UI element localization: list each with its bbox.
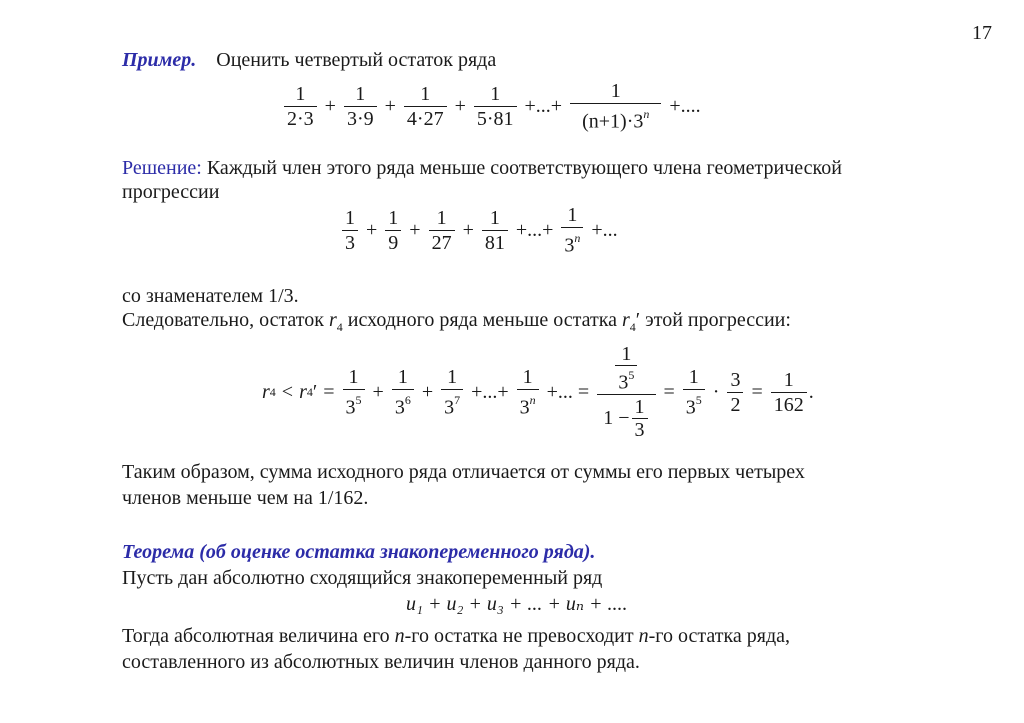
- solution-label: Решение:: [122, 157, 202, 179]
- conclusion-line-2: членов меньше чем на 1/162.: [122, 487, 369, 509]
- series-formula: $\frac{1}{2\cdot 3}$ + $\frac{1}{3\cdot 9}$ + $\frac{1}{4\cdot 27}$ + $\frac{1}{5\cdot 81}$ +...+ $\frac{1}{(n+1)\cdot 3^n}$ +....: [282, 80, 707, 133]
- conclusion-line-1: Таким образом, сумма исходного ряда отличается от суммы его первых четырех: [122, 461, 805, 483]
- geometric-series-formula: $\frac{1}{3}$ + $\frac{1}{9}$ + $\frac{1}{27}$ + $\frac{1}{81}$ +...+ $\frac{1}{3^n}$ +...: [340, 204, 624, 257]
- theorem-line-3: составленного из абсолютных величин членов данного ряда.: [122, 651, 640, 673]
- solution-line-1: [122, 156, 842, 180]
- geo-term-2: $\frac{1}{9}$: [385, 207, 401, 254]
- series-tail: +....: [669, 94, 701, 117]
- geo-dots: +...+: [515, 218, 554, 241]
- theorem-line-2: Тогда абсолютная величина его n-го остатка не превосходит n-го остатка ряда,: [122, 625, 790, 647]
- page-number: 17: [972, 22, 992, 44]
- consequently-text: Следовательно, остаток $r_4$ исходного ряда меньше остатка $r_4'$ этой прогрессии:: [122, 309, 791, 334]
- solution-text-1: Каждый член этого ряда меньше соответствующего члена геометрической: [201, 157, 842, 179]
- series-term-n: $\frac{1}{(n+1)\cdot 3^n}$: [570, 80, 661, 133]
- geo-term-1: $\frac{1}{3}$: [342, 207, 358, 254]
- example-line: [122, 48, 496, 72]
- geo-term-3: $\frac{1}{27}$: [429, 207, 455, 254]
- series-term-2: $\frac{1}{3\cdot 9}$: [344, 83, 377, 130]
- series-dots: +...+: [524, 94, 563, 117]
- theorem-line-1: Пусть дан абсолютно сходящийся знакопеременный ряд: [122, 567, 603, 589]
- theorem-series: u₁ + u₂ + u₃ + ... + uₙ + ....: [406, 593, 628, 615]
- remainder-estimate-formula: r 4 < r 4 ′ = $\frac{1}{3^5}$ + $\frac{1}{3^6}$ + $\frac{1}{3^7}$ +...+ $\frac{1}{3^n}$ +... = $\frac{1}{3^5}$ 1 − $\frac{1}{3}$ = $\frac{1}{3^5}$ · $\frac{3}{2}$ = $\frac{1}{162}$ .: [262, 343, 814, 441]
- solution-line-2: прогрессии: [122, 181, 220, 203]
- denominator-text: со знаменателем 1/3.: [122, 285, 299, 307]
- geo-tail: +...: [591, 218, 618, 241]
- series-term-4: $\frac{1}{5\cdot 81}$: [474, 83, 517, 130]
- geo-term-n: $\frac{1}{3^n}$: [561, 204, 583, 257]
- example-title: Пример.: [122, 49, 197, 71]
- example-task: Оценить четвертый остаток ряда: [216, 49, 497, 71]
- series-term-1: $\frac{1}{2\cdot 3}$: [284, 83, 317, 130]
- theorem-title: Теорема (об оценке остатка знакопеременного ряда).: [122, 541, 596, 563]
- compound-fraction: $\frac{1}{3^5}$ 1 − $\frac{1}{3}$: [597, 344, 655, 440]
- series-term-3: $\frac{1}{4\cdot 27}$: [404, 83, 447, 130]
- geo-term-4: $\frac{1}{81}$: [482, 207, 508, 254]
